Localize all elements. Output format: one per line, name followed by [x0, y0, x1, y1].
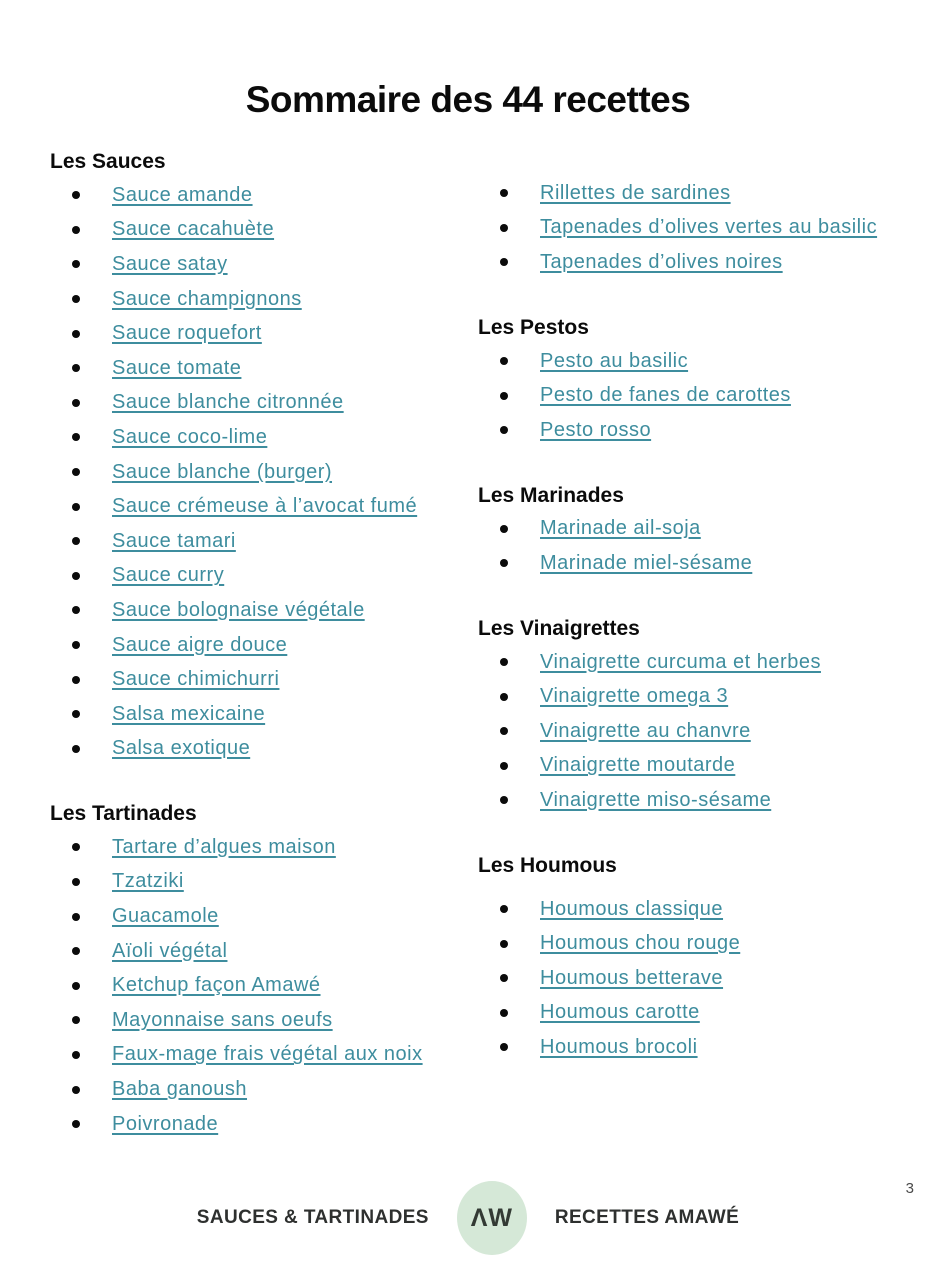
list-item [50, 213, 475, 248]
toc-section [478, 615, 923, 818]
list-item [50, 1003, 475, 1038]
toc-link[interactable]: Sauce crémeuse à l’avocat fumé [112, 495, 418, 518]
toc-link[interactable]: Vinaigrette curcuma et herbes [540, 650, 821, 673]
section-heading: Les Vinaigrettes [478, 616, 640, 640]
toc-link[interactable]: Guacamole [112, 905, 219, 928]
toc-section [478, 852, 923, 1065]
page-footer [0, 1180, 936, 1256]
list-item [478, 176, 923, 211]
toc-link[interactable]: Ketchup façon Amawé [112, 974, 321, 997]
amawe-logo-monogram: ΛW [470, 1203, 513, 1232]
list-item [478, 211, 923, 246]
list-item [478, 546, 923, 581]
toc-column-right [478, 148, 923, 1065]
list-item [478, 783, 923, 818]
footer-row [0, 1180, 936, 1256]
section-heading: Les Tartinades [50, 802, 197, 826]
toc-link[interactable]: Pesto rosso [540, 418, 652, 441]
list-item [478, 512, 923, 547]
toc-column-left [50, 148, 475, 1141]
toc-link[interactable]: Houmous classique [540, 897, 724, 920]
toc-link[interactable]: Sauce roquefort [112, 322, 262, 345]
list-item [50, 593, 475, 628]
list-item [478, 961, 923, 996]
toc-section [478, 314, 923, 448]
list-item [50, 628, 475, 663]
list-item [50, 1072, 475, 1107]
recipe-list [50, 178, 475, 766]
list-item [50, 351, 475, 386]
toc-link[interactable]: Vinaigrette miso-sésame [540, 788, 772, 811]
list-item [478, 714, 923, 749]
amawe-logo [457, 1181, 527, 1255]
recipe-list [478, 512, 923, 581]
toc-link[interactable]: Marinade ail-soja [540, 517, 701, 540]
list-item [478, 892, 923, 927]
toc-link[interactable]: Sauce tamari [112, 529, 236, 552]
list-item [478, 378, 923, 413]
list-item [50, 899, 475, 934]
toc-link[interactable]: Rillettes de sardines [540, 181, 731, 204]
list-item [478, 413, 923, 448]
toc-link[interactable]: Houmous carotte [540, 1001, 700, 1024]
toc-section [478, 482, 923, 581]
toc-link[interactable]: Sauce tomate [112, 356, 242, 379]
toc-link[interactable]: Tzatziki [112, 870, 184, 893]
footer-book-title: SAUCES & TARTINADES [196, 1207, 429, 1228]
list-item [50, 968, 475, 1003]
toc-link[interactable]: Pesto au basilic [540, 349, 689, 372]
list-item [50, 830, 475, 865]
toc-section [50, 800, 475, 1141]
toc-link[interactable]: Sauce blanche citronnée [112, 391, 344, 414]
toc-link[interactable]: Houmous chou rouge [540, 932, 741, 955]
list-item [478, 749, 923, 784]
list-item [478, 245, 923, 280]
recipe-list [50, 830, 475, 1141]
list-item [50, 934, 475, 969]
toc-link[interactable]: Sauce amande [112, 183, 253, 206]
toc-link[interactable]: Sauce bolognaise végétale [112, 598, 365, 621]
list-item [478, 645, 923, 680]
recipe-list [478, 882, 923, 1065]
list-item [478, 344, 923, 379]
section-heading: Les Houmous [478, 853, 617, 877]
toc-link[interactable]: Salsa mexicaine [112, 702, 266, 725]
page-title: Sommaire des 44 recettes [245, 78, 691, 120]
list-item [478, 679, 923, 714]
toc-link[interactable]: Tapenades d’olives noires [540, 250, 783, 273]
toc-link[interactable]: Vinaigrette au chanvre [540, 719, 751, 742]
list-item [50, 316, 475, 351]
list-item [50, 865, 475, 900]
toc-link[interactable]: Pesto de fanes de carottes [540, 384, 791, 407]
toc-link[interactable]: Tartare d’algues maison [112, 835, 336, 858]
toc-link[interactable]: Sauce curry [112, 564, 225, 587]
section-heading: Les Pestos [478, 315, 589, 339]
list-item [50, 1107, 475, 1142]
toc-link[interactable]: Poivronade [112, 1112, 219, 1135]
list-item [478, 996, 923, 1031]
list-item [478, 1030, 923, 1065]
list-item [50, 697, 475, 732]
toc-link[interactable]: Tapenades d’olives vertes au basilic [540, 216, 878, 239]
section-heading: Les Sauces [50, 150, 166, 173]
toc-link[interactable]: Houmous brocoli [540, 1035, 698, 1058]
toc-link[interactable]: Salsa exotique [112, 737, 251, 760]
toc-link[interactable]: Sauce aigre douce [112, 633, 288, 656]
toc-link[interactable]: Sauce satay [112, 252, 228, 275]
list-item [50, 282, 475, 317]
toc-link[interactable]: Sauce blanche (burger) [112, 460, 333, 483]
toc-section [478, 176, 923, 280]
list-item [50, 420, 475, 455]
list-item [50, 1038, 475, 1073]
list-item [50, 247, 475, 282]
toc-link[interactable]: Baba ganoush [112, 1078, 248, 1101]
section-heading: Les Marinades [478, 483, 624, 507]
list-item [50, 662, 475, 697]
list-item [50, 386, 475, 421]
toc-link[interactable]: Houmous betterave [540, 966, 724, 989]
list-item [50, 489, 475, 524]
list-item [478, 926, 923, 961]
recipe-list [478, 344, 923, 448]
toc-link[interactable]: Sauce champignons [112, 287, 302, 310]
toc-link[interactable]: Vinaigrette omega 3 [540, 685, 729, 708]
toc-link[interactable]: Vinaigrette moutarde [540, 754, 736, 777]
list-item [50, 559, 475, 594]
list-item [50, 524, 475, 559]
toc-link[interactable]: Sauce cacahuète [112, 218, 275, 241]
toc-link[interactable]: Sauce chimichurri [112, 668, 280, 691]
list-item [50, 178, 475, 213]
list-item [50, 455, 475, 490]
toc-link[interactable]: Marinade miel-sésame [540, 551, 753, 574]
recipe-list [478, 645, 923, 818]
toc-link[interactable]: Faux-mage frais végétal aux noix [112, 1043, 423, 1066]
list-item [50, 732, 475, 767]
toc-section [50, 148, 475, 766]
recipe-list [478, 176, 923, 280]
toc-link[interactable]: Aïoli végétal [112, 939, 228, 962]
page-number: 3 [905, 1180, 914, 1197]
footer-brand-label: RECETTES AMAWÉ [554, 1207, 740, 1228]
toc-link[interactable]: Sauce coco-lime [112, 425, 268, 448]
toc-link[interactable]: Mayonnaise sans oeufs [112, 1008, 333, 1031]
